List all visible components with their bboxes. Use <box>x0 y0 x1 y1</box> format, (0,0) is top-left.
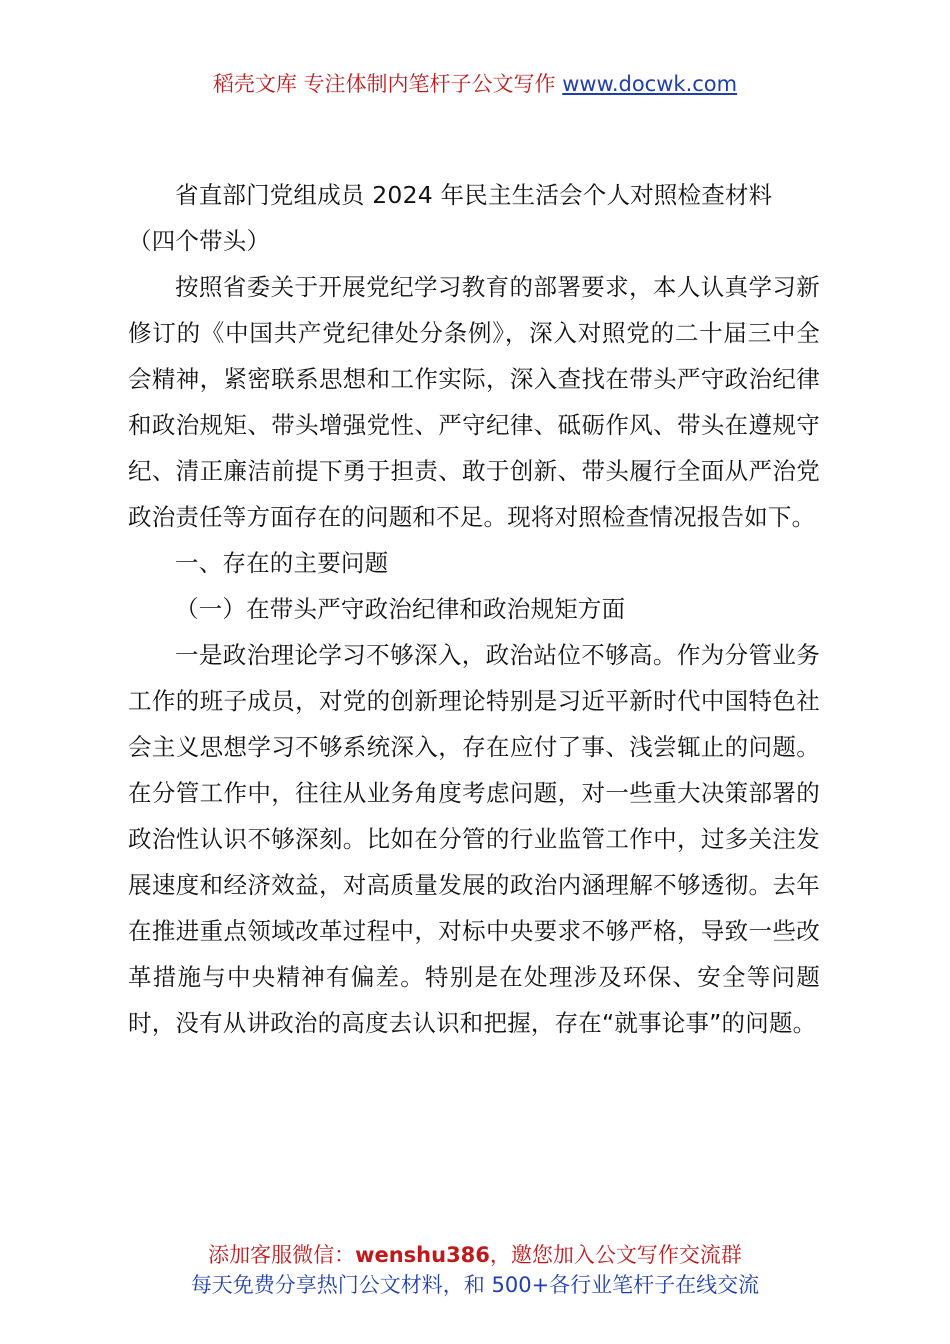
watermark-footer <box>0 1240 950 1300</box>
document-subtitle: （四个带头） <box>128 227 271 255</box>
document-body <box>128 172 820 1046</box>
section-heading: 一、存在的主要问题 <box>175 549 389 577</box>
footer-wechat-id: wenshu386 <box>355 1243 490 1267</box>
footer-line-1 <box>0 1240 950 1270</box>
watermark-header <box>0 70 950 98</box>
footer-suffix: ，邀您加入公文写作交流群 <box>489 1243 742 1267</box>
intro-paragraph: 按照省委关于开展党纪学习教育的部署要求，本人认真学习新修订的《中国共产党纪律处分条例》，深入对照党的二十届三中全会精神，紧密联系思想和工作实际，深入查找在带头严守政治纪律和政治规矩、带头增强党性、严守纪律、砥砺作风、带头在遵规守纪、清正廉洁前提下勇于担责、敢于创新、带头履行全面从严治党政治责任等方面存在的问题和不足。现将对照检查情况报告如下。 <box>128 273 820 531</box>
body-paragraph: 一是政治理论学习不够深入，政治站位不够高。作为分管业务工作的班子成员，对党的创新理论特别是习近平新时代中国特色社会主义思想学习不够系统深入，存在应付了事、浅尝辄止的问题。在分管工作中，往往从业务角度考虑问题，对一些重大决策部署的政治性认识不够深刻。比如在分管的行业监管工作中，过多关注发展速度和经济效益，对高质量发展的政治内涵理解不够透彻。去年在推进重点领域改革过程中，对标中央要求不够严格，导致一些改革措施与中央精神有偏差。特别是在处理涉及环保、安全等问题时，没有从讲政治的高度去认识和把握，存在“就事论事”的问题。 <box>128 641 820 1037</box>
header-brand-text: 稻壳文库 专注体制内笔杆子公文写作 <box>212 72 563 96</box>
footer-line-2: 每天免费分享热门公文材料，和 500+各行业笔杆子在线交流 <box>190 1273 760 1297</box>
header-url-link[interactable]: www.docwk.com <box>562 72 738 96</box>
subsection-heading: （一）在带头严守政治纪律和政治规矩方面 <box>175 595 626 623</box>
footer-prefix: 添加客服微信： <box>208 1243 356 1267</box>
document-title: 省直部门党组成员 2024 年民主生活会个人对照检查材料 <box>175 181 773 209</box>
